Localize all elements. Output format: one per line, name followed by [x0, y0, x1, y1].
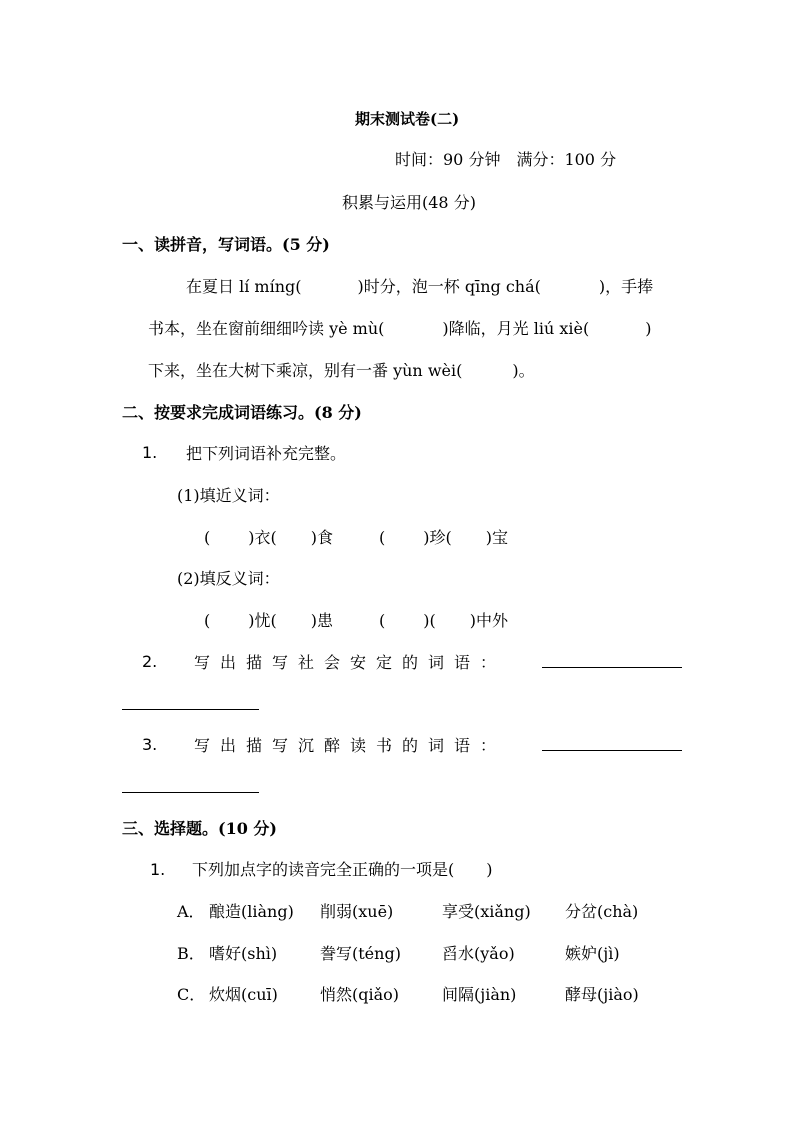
option-a-item-4: 分岔(chà)	[565, 902, 639, 921]
option-label-b: B．	[177, 944, 205, 963]
q2-number: 2.	[142, 652, 158, 671]
paren: (	[379, 611, 386, 630]
line2-part-c: )	[645, 319, 652, 338]
q1-text: 把下列词语补充完整。	[186, 444, 347, 463]
exam-title: 期末测试卷(二)	[355, 110, 460, 128]
section1-heading: 一、读拼音，写词语。(5 分)	[122, 235, 330, 254]
line1-part-c: )，手捧	[598, 277, 654, 296]
line3-part-a: 下来，坐在大树下乘凉，别有一番 yùn wèi(	[148, 361, 463, 380]
option-a-item-2: 削弱(xuē)	[320, 902, 394, 921]
answer-line[interactable]	[122, 792, 259, 793]
s3-q1-number: 1.	[150, 860, 166, 879]
option-a-item-1: 酿造(liàng)	[209, 902, 294, 921]
pinyin-line-2	[148, 316, 651, 339]
antonym-row	[204, 608, 508, 631]
answer-line[interactable]	[542, 750, 682, 751]
option-b-item-1: 嗜好(shì)	[209, 944, 278, 963]
line1-part-a: 在夏日 lí míng(	[186, 277, 302, 296]
synonym-label: (1)填近义词：	[177, 486, 280, 505]
line2-part-a: 书本，坐在窗前细细吟读 yè mù(	[148, 319, 385, 338]
idiom-part: )(	[423, 611, 436, 630]
idiom-part: )宝	[485, 528, 508, 547]
q3-number: 3.	[142, 735, 158, 754]
answer-line[interactable]	[122, 709, 259, 710]
section2-heading: 二、按要求完成词语练习。(8 分)	[122, 403, 362, 422]
option-label-a: A．	[177, 902, 205, 921]
line2-part-b: )降临，月光 liú xiè(	[442, 319, 590, 338]
q1-number: 1.	[142, 443, 158, 462]
idiom-part: )衣(	[248, 528, 277, 547]
option-c-item-4: 酵母(jiào)	[565, 985, 639, 1004]
q3-text: 写出描写沉醉读书的词语：	[194, 736, 507, 755]
paren: (	[204, 611, 211, 630]
paren: (	[379, 528, 386, 547]
option-c-item-1: 炊烟(cuī)	[209, 985, 278, 1004]
idiom-part: )患	[310, 611, 333, 630]
synonym-row	[204, 525, 508, 548]
q2-text: 写出描写社会安定的词语：	[194, 653, 507, 672]
idiom-part: )忧(	[248, 611, 277, 630]
antonym-label: (2)填反义词：	[177, 569, 280, 588]
option-c-item-2: 悄然(qiǎo)	[320, 985, 400, 1004]
paren: (	[204, 528, 211, 547]
option-b-item-2: 誊写(téng)	[320, 944, 401, 963]
pinyin-line-1	[186, 274, 653, 297]
section3-heading: 三、选择题。(10 分)	[122, 819, 277, 838]
part-heading: 积累与运用(48 分)	[342, 193, 476, 212]
idiom-part: )珍(	[423, 528, 452, 547]
line3-part-b: )。	[512, 361, 535, 380]
option-a-item-3: 享受(xiǎng)	[442, 902, 531, 921]
time-info: 时间：90 分钟 满分：100 分	[395, 150, 617, 169]
option-b-item-3: 舀水(yǎo)	[442, 944, 515, 963]
s3-q1-text: 下列加点字的读音完全正确的一项是( )	[192, 860, 493, 879]
answer-line[interactable]	[542, 667, 682, 668]
line1-part-b: )时分，泡一杯 qīng chá(	[357, 277, 541, 296]
idiom-part: )食	[310, 528, 333, 547]
idiom-part: )中外	[469, 611, 508, 630]
option-b-item-4: 嫉妒(jì)	[565, 944, 620, 963]
option-c-item-3: 间隔(jiàn)	[442, 985, 517, 1004]
option-label-c: C．	[177, 985, 206, 1004]
pinyin-line-3	[148, 358, 535, 381]
